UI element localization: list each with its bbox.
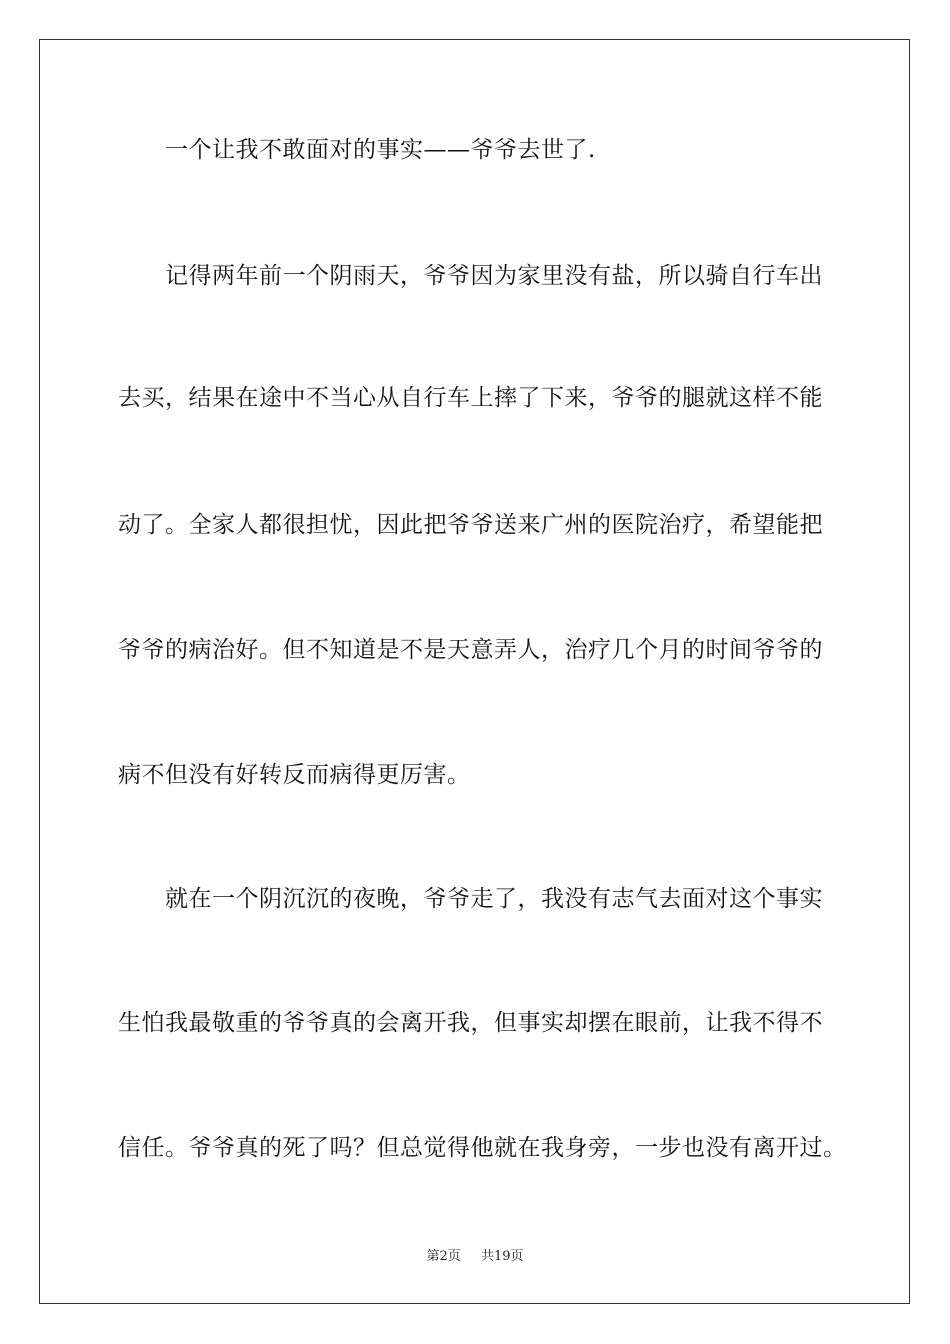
text-line-9: 信任。爷爷真的死了吗？但总觉得他就在我身旁，一步也没有离开过。 xyxy=(118,1135,847,1161)
text-line-3: 去买，结果在途中不当心从自行车上摔了下来，爷爷的腿就这样不能 xyxy=(118,385,823,411)
text-line-6: 病不但没有好转反而病得更厉害。 xyxy=(118,762,471,788)
text-line-4: 动了。全家人都很担忧，因此把爷爷送来广州的医院治疗，希望能把 xyxy=(118,512,823,538)
text-line-8: 生怕我最敬重的爷爷真的会离开我，但事实却摆在眼前，让我不得不 xyxy=(118,1010,823,1036)
text-line-2: 记得两年前一个阴雨天，爷爷因为家里没有盐，所以骑自行车出 xyxy=(165,263,823,289)
page-total: 共19页 xyxy=(480,1249,524,1264)
page-frame xyxy=(39,39,910,1304)
page-number: 第2页 xyxy=(426,1249,461,1264)
text-line-7: 就在一个阴沉沉的夜晚，爷爷走了，我没有志气去面对这个事实 xyxy=(165,886,823,912)
page-footer xyxy=(0,1245,950,1264)
text-line-5: 爷爷的病治好。但不知道是不是天意弄人，治疗几个月的时间爷爷的 xyxy=(118,637,823,663)
text-line-1: 一个让我不敢面对的事实——爷爷去世了. xyxy=(165,137,596,163)
